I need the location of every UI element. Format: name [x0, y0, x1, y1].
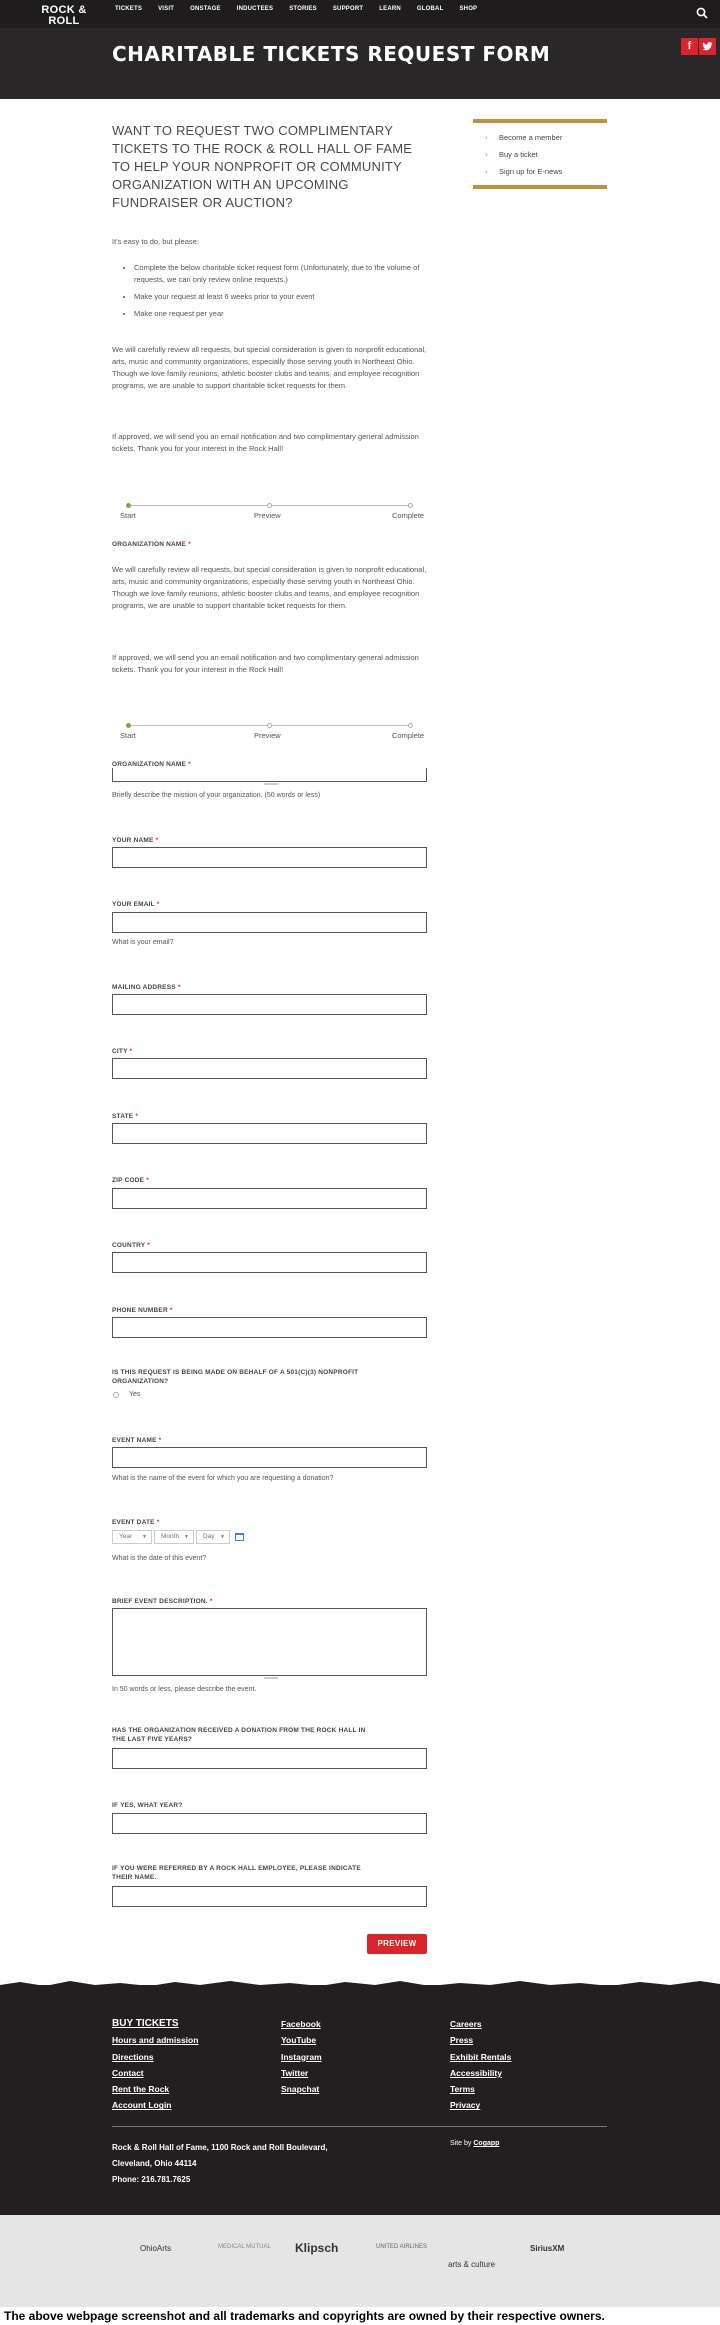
chevron-right-icon: › — [485, 150, 488, 159]
hero-banner — [0, 28, 720, 99]
sponsor-bar — [0, 2215, 720, 2307]
search-icon[interactable] — [696, 7, 708, 19]
event-date-label: EVENT DATE * — [112, 1519, 160, 1526]
referral-input[interactable] — [112, 1886, 427, 1907]
sponsor-ohio-arts-logo[interactable]: OhioArts — [140, 2244, 172, 2253]
country-label: COUNTRY * — [112, 1242, 150, 1249]
city-label: CITY * — [112, 1048, 133, 1055]
your-email-label: YOUR EMAIL * — [112, 901, 160, 908]
your-name-input[interactable] — [112, 847, 427, 868]
copyright-notice: The above webpage screenshot and all trademarks and copyrights are owned by their respective owners. — [4, 2309, 605, 2323]
progress-dot-preview — [267, 723, 272, 728]
city-input[interactable] — [112, 1058, 427, 1079]
mailing-address-input[interactable] — [112, 994, 427, 1015]
approval-text: If approved, we will send you an email notification and two complimentary general admission tickets. Thank you for your interest in the Rock Hall! — [112, 432, 419, 453]
nav-link-learn[interactable]: LEARN — [379, 6, 401, 12]
progress-label-complete: Complete — [392, 731, 425, 740]
footer-col-visit — [112, 2016, 198, 2114]
footer-col-info — [450, 2016, 511, 2114]
sidebar-item-buy-ticket[interactable] — [473, 146, 607, 163]
nav-link-shop[interactable]: SHOP — [459, 6, 478, 12]
event-day-select[interactable]: Day ▼ — [196, 1530, 230, 1544]
sidebar-links — [473, 119, 607, 189]
nav-link-global[interactable]: GLOBAL — [416, 6, 444, 12]
consideration-text-repeat: We will carefully review all requests, but special consideration is given to nonprofit educational, arts, music and community organizations, especially those serving youth in Northeast Ohio. Though we love family reunions, athletic booster clubs and teams, and employee recognition programs, we are unable to support charitable ticket requests for them. — [112, 565, 427, 610]
org-name-label: ORGANIZATION NAME * — [112, 761, 191, 768]
footer-col-social — [281, 2016, 322, 2097]
footer-link-directions[interactable]: Directions — [112, 2051, 154, 2062]
sidebar-item-enews[interactable] — [473, 163, 607, 180]
nav-link-stories[interactable]: STORIES — [289, 6, 317, 12]
sponsor-medical-mutual-logo[interactable]: MEDICAL MUTUAL — [218, 2244, 271, 2250]
footer-link-hours[interactable]: Hours and admission — [112, 2035, 199, 2046]
event-date-help: What is the date of this event? — [112, 1555, 207, 1562]
event-desc-label: BRIEF EVENT DESCRIPTION. * — [112, 1598, 213, 1605]
footer-link-youtube[interactable]: YouTube — [281, 2035, 317, 2046]
progress-dot-preview — [267, 503, 272, 508]
form-progress — [112, 502, 427, 522]
approval-text-repeat: If approved, we will send you an email notification and two complimentary general admission tickets. Thank you for your interest in the Rock Hall! — [112, 653, 419, 674]
referral-label: IF YOU WERE REFERRED BY A ROCK HALL EMPLOYEE, PLEASE INDICATE THEIR NAME. — [112, 1865, 361, 1881]
nav-link-tickets[interactable]: TICKETS — [115, 6, 143, 12]
intro-lead: It's easy to do, but please: — [112, 237, 199, 246]
footer-link-snapchat[interactable]: Snapchat — [281, 2084, 320, 2095]
phone-label: PHONE NUMBER * — [112, 1307, 173, 1314]
state-label: STATE * — [112, 1113, 139, 1120]
sidebar-item-label: Sign up for E-news — [499, 167, 563, 176]
site-credit: Site by Cogapp — [450, 2140, 500, 2147]
progress-label-preview: Preview — [254, 511, 281, 520]
nonprofit-yes-radio[interactable] — [113, 1392, 119, 1398]
logo-line1: ROCK & ROLL — [41, 4, 87, 27]
progress-label-start: Start — [120, 731, 136, 740]
consideration-text: We will carefully review all requests, but special consideration is given to nonprofit educational, arts, music and community organizations, especially those serving youth in Northeast Ohio. Though we love family reunions, athletic booster clubs and teams, and employee recognition programs, we are unable to support charitable ticket requests for them. — [112, 345, 427, 390]
donation-input[interactable] — [112, 1748, 427, 1769]
page-title: CHARITABLE TICKETS REQUEST FORM — [112, 42, 551, 66]
nav-link-onstage[interactable]: ONSTAGE — [190, 6, 221, 12]
nonprofit-label: IS THIS REQUEST IS BEING MADE ON BEHALF OF A 501(C)(3) NONPROFIT ORGANIZATION? — [112, 1369, 359, 1385]
progress-dot-start — [126, 723, 131, 728]
footer-link-exhibit-rentals[interactable]: Exhibit Rentals — [450, 2051, 512, 2062]
sponsor-arts-culture-logo[interactable]: arts & culture — [448, 2260, 496, 2269]
nav-link-visit[interactable]: VISIT — [158, 6, 175, 12]
event-name-help: What is the name of the event for which you are requesting a donation? — [112, 1475, 334, 1482]
footer-link-terms[interactable]: Terms — [450, 2084, 475, 2095]
footer-link-instagram[interactable]: Instagram — [281, 2051, 322, 2062]
org-name-label-overlap: ORGANIZATION NAME * — [112, 541, 191, 548]
mailing-address-label: MAILING ADDRESS * — [112, 984, 181, 991]
your-name-label: YOUR NAME * — [112, 837, 159, 844]
event-name-label: EVENT NAME * — [112, 1437, 162, 1444]
footer-link-careers[interactable]: Careers — [450, 2019, 482, 2029]
sidebar-item-label: Buy a ticket — [499, 150, 538, 159]
footer-divider — [112, 2126, 607, 2127]
footer-link-contact[interactable]: Contact — [112, 2067, 144, 2078]
chevron-right-icon: › — [485, 167, 488, 176]
facebook-icon[interactable]: f — [681, 38, 698, 55]
footer-link-twitter[interactable]: Twitter — [281, 2067, 309, 2078]
calendar-icon[interactable] — [235, 1533, 244, 1541]
sponsor-united-logo[interactable]: UNITED AIRLINES — [376, 2244, 428, 2250]
chevron-right-icon: › — [485, 133, 488, 142]
footer-link-account-login[interactable]: Account Login — [112, 2100, 172, 2111]
sidebar-item-label: Become a member — [499, 133, 563, 142]
org-name-textarea[interactable] — [112, 768, 427, 782]
country-input[interactable] — [112, 1252, 427, 1273]
resize-handle-icon[interactable] — [264, 1677, 278, 1679]
which-year-label: IF YES, WHAT YEAR? — [112, 1802, 183, 1809]
event-year-select[interactable]: Year ▼ — [112, 1530, 152, 1544]
progress-label-complete: Complete — [392, 511, 425, 520]
list-item: • Make your request at least 6 weeks prior to your event — [134, 291, 427, 303]
which-year-input[interactable] — [112, 1813, 427, 1834]
resize-handle-icon[interactable] — [264, 783, 278, 785]
footer-link-facebook[interactable]: Facebook — [281, 2019, 321, 2029]
list-item: • Complete the below charitable ticket request form (Unfortunately, due to the volume of requests, we can only review online requests.) — [134, 262, 427, 286]
event-month-select[interactable]: Month ▼ — [154, 1530, 194, 1544]
event-name-input[interactable] — [112, 1447, 427, 1468]
sponsor-siriusxm-logo[interactable]: SiriusXM — [530, 2244, 565, 2253]
progress-label-start: Start — [120, 511, 136, 520]
form-progress-repeat — [112, 722, 427, 742]
progress-dot-complete — [408, 503, 413, 508]
nav-links — [115, 0, 493, 18]
event-desc-textarea[interactable] — [112, 1608, 427, 1676]
your-email-help: What is your email? — [112, 939, 174, 946]
list-item: • Make one request per year — [134, 308, 427, 320]
event-desc-help: In 50 words or less, please describe the event. — [112, 1686, 257, 1693]
intro-heading: WANT TO REQUEST TWO COMPLIMENTARY TICKETS TO THE ROCK & ROLL HALL OF FAME TO HELP YOUR NONPROFIT OR COMMUNITY ORGANIZATION WITH AN UPCOMING FUNDRAISER OR AUCTION? — [112, 123, 413, 210]
twitter-icon[interactable] — [699, 38, 716, 55]
footer-link-rent[interactable]: Rent the Rock — [112, 2084, 170, 2095]
progress-label-preview: Preview — [254, 731, 281, 740]
sponsor-klipsch-logo[interactable]: Klipsch — [295, 2241, 339, 2255]
zip-input[interactable] — [112, 1188, 427, 1209]
zip-label: ZIP CODE * — [112, 1177, 149, 1184]
nonprofit-yes-label: Yes — [129, 1391, 141, 1398]
preview-button[interactable]: PREVIEW — [367, 1934, 427, 1954]
nav-link-inductees[interactable]: INDUCTEES — [236, 6, 274, 12]
footer-link-buy-tickets[interactable]: BUY TICKETS — [112, 2018, 179, 2029]
your-email-input[interactable] — [112, 912, 427, 933]
phone-input[interactable] — [112, 1317, 427, 1338]
donation-label: HAS THE ORGANIZATION RECEIVED A DONATION FROM THE ROCK HALL IN THE LAST FIVE YEARS? — [112, 1727, 366, 1743]
org-name-help: Briefly describe the mission of your organization. (50 words or less) — [112, 792, 321, 799]
footer-link-accessibility[interactable]: Accessibility — [450, 2067, 502, 2078]
footer-link-press[interactable]: Press — [450, 2035, 474, 2046]
state-input[interactable] — [112, 1123, 427, 1144]
site-footer — [0, 1985, 720, 2215]
footer-link-privacy[interactable]: Privacy — [450, 2100, 481, 2111]
footer-address: Rock & Roll Hall of Fame, 1100 Rock and Roll Boulevard, Cleveland, Ohio 44114 Phone: 216.781.7625 — [112, 2143, 328, 2184]
progress-dot-start — [126, 503, 131, 508]
top-nav — [0, 0, 720, 28]
requirements-list — [134, 262, 427, 325]
nav-link-support[interactable]: SUPPORT — [332, 6, 364, 12]
progress-dot-complete — [408, 723, 413, 728]
site-credit-link[interactable]: Cogapp — [473, 2140, 500, 2147]
sidebar-item-become-member[interactable] — [473, 129, 607, 146]
